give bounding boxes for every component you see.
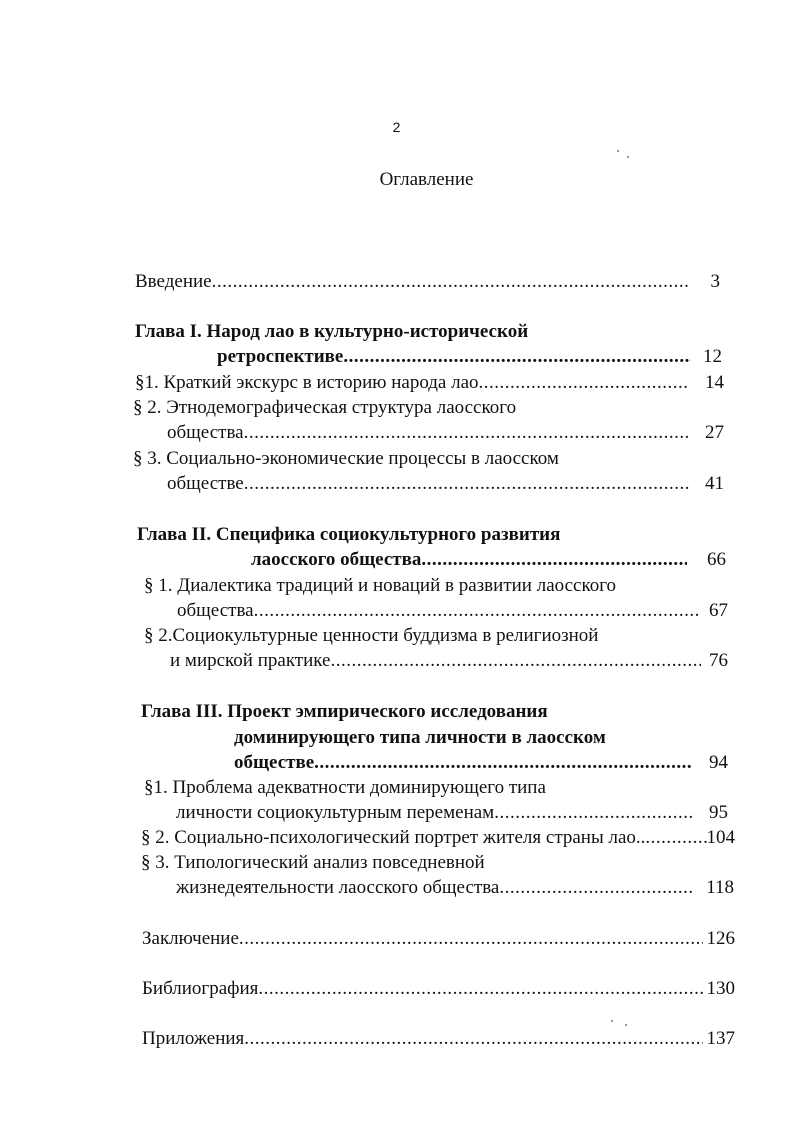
toc-entry-label: и мирской практике bbox=[170, 650, 331, 671]
toc-entry-page: 126 bbox=[706, 928, 735, 949]
toc-entry-chapter-2-section-1[interactable] bbox=[177, 599, 728, 623]
scan-speck bbox=[627, 156, 629, 158]
scan-speck bbox=[625, 1024, 627, 1026]
leader-dots bbox=[421, 548, 687, 572]
toc-chapter-2-title[interactable]: Глава II. Специфика социокультурного развития bbox=[137, 524, 561, 545]
toc-entry-page: 66 bbox=[707, 549, 726, 570]
leader-dots bbox=[258, 977, 702, 1001]
toc-entry-intro[interactable] bbox=[135, 270, 720, 294]
toc-entry-page: 118 bbox=[706, 877, 734, 898]
toc-chapter-1-section-3-title[interactable]: § 3. Социально-экономические процессы в лаосском bbox=[133, 448, 559, 469]
toc-entry-label: ретроспективе bbox=[217, 346, 344, 367]
page-number: 2 bbox=[392, 119, 401, 135]
toc-chapter-1-section-2-title[interactable]: § 2. Этнодемографическая структура лаосского bbox=[133, 397, 517, 418]
toc-entry-appendices[interactable] bbox=[142, 1027, 735, 1051]
toc-entry-chapter-3[interactable] bbox=[234, 751, 728, 775]
toc-entry-label: Введение bbox=[135, 271, 212, 292]
toc-entry-label: обществе bbox=[234, 752, 315, 773]
leader-dots bbox=[212, 270, 689, 294]
toc-entry-bibliography[interactable] bbox=[142, 977, 735, 1001]
leader-dots bbox=[645, 826, 706, 850]
leader-dots bbox=[244, 472, 689, 496]
toc-entry-page: 76 bbox=[709, 650, 728, 671]
toc-entry-page: 14 bbox=[705, 372, 724, 393]
toc-entry-chapter-1-section-1[interactable] bbox=[135, 371, 724, 395]
toc-chapter-1-title[interactable]: Глава I. Народ лао в культурно-исторической bbox=[135, 321, 529, 342]
leader-dots bbox=[239, 927, 703, 951]
toc-chapter-2-section-2-title[interactable]: § 2.Социокультурные ценности буддизма в религиозной bbox=[144, 625, 599, 646]
leader-dots bbox=[479, 371, 689, 395]
toc-entry-chapter-2[interactable] bbox=[251, 548, 726, 572]
scan-speck bbox=[617, 150, 619, 152]
toc-entry-label: §1. Краткий экскурс в историю народа лао bbox=[135, 372, 479, 393]
toc-entry-label: § 2. Социально-психологический портрет жителя страны лао.. bbox=[141, 827, 646, 848]
toc-entry-label: личности социокультурным переменам bbox=[176, 802, 495, 823]
toc-entry-page: 27 bbox=[705, 422, 724, 443]
toc-entry-chapter-2-section-2[interactable] bbox=[170, 649, 728, 673]
toc-chapter-3-title[interactable]: Глава III. Проект эмпирического исследования bbox=[141, 701, 548, 722]
toc-chapter-2-section-1-title[interactable]: § 1. Диалектика традиций и новаций в развитии лаосского bbox=[144, 575, 617, 596]
toc-title: Оглавление bbox=[379, 169, 474, 190]
toc-entry-chapter-1-section-2[interactable] bbox=[167, 421, 724, 445]
toc-entry-label: Заключение bbox=[142, 928, 239, 949]
toc-entry-label: жизнедеятельности лаосского общества bbox=[176, 877, 500, 898]
toc-entry-label: обществе bbox=[167, 473, 244, 494]
toc-entry-conclusion[interactable] bbox=[142, 927, 735, 951]
toc-chapter-3-section-1-title[interactable]: §1. Проблема адекватности доминирующего типа bbox=[144, 777, 546, 798]
toc-entry-page: 41 bbox=[705, 473, 724, 494]
toc-entry-page: 130 bbox=[706, 978, 735, 999]
toc-chapter-3-title-2[interactable]: доминирующего типа личности в лаосском bbox=[234, 727, 606, 748]
toc-entry-chapter-1-section-3[interactable] bbox=[167, 472, 724, 496]
toc-chapter-3-section-3-title[interactable]: § 3. Типологический анализ повседневной bbox=[141, 852, 485, 873]
toc-entry-chapter-3-section-3[interactable] bbox=[176, 876, 734, 900]
leader-dots bbox=[244, 421, 689, 445]
toc-entry-page: 67 bbox=[709, 600, 728, 621]
toc-entry-label: Библиография bbox=[142, 978, 259, 999]
leader-dots bbox=[330, 649, 701, 673]
toc-entry-chapter-1[interactable] bbox=[217, 345, 722, 369]
leader-dots bbox=[314, 751, 691, 775]
toc-entry-chapter-3-section-2[interactable] bbox=[141, 826, 735, 850]
toc-entry-label: общества bbox=[177, 600, 254, 621]
leader-dots bbox=[343, 345, 691, 369]
toc-entry-chapter-3-section-1[interactable] bbox=[176, 801, 728, 825]
toc-entry-page: 95 bbox=[709, 802, 728, 823]
toc-entry-label: лаосского общества bbox=[251, 549, 422, 570]
toc-entry-page: 104 bbox=[706, 827, 735, 848]
toc-entry-page: 137 bbox=[706, 1028, 735, 1049]
toc-entry-label: общества bbox=[167, 422, 244, 443]
scan-speck bbox=[611, 1020, 613, 1022]
toc-entry-page: 3 bbox=[710, 271, 720, 292]
leader-dots bbox=[499, 876, 692, 900]
toc-entry-page: 94 bbox=[709, 752, 728, 773]
toc-entry-label: Приложения bbox=[142, 1028, 245, 1049]
leader-dots bbox=[244, 1027, 702, 1051]
leader-dots bbox=[494, 801, 695, 825]
toc-entry-page: 12 bbox=[703, 346, 722, 367]
leader-dots bbox=[254, 599, 699, 623]
